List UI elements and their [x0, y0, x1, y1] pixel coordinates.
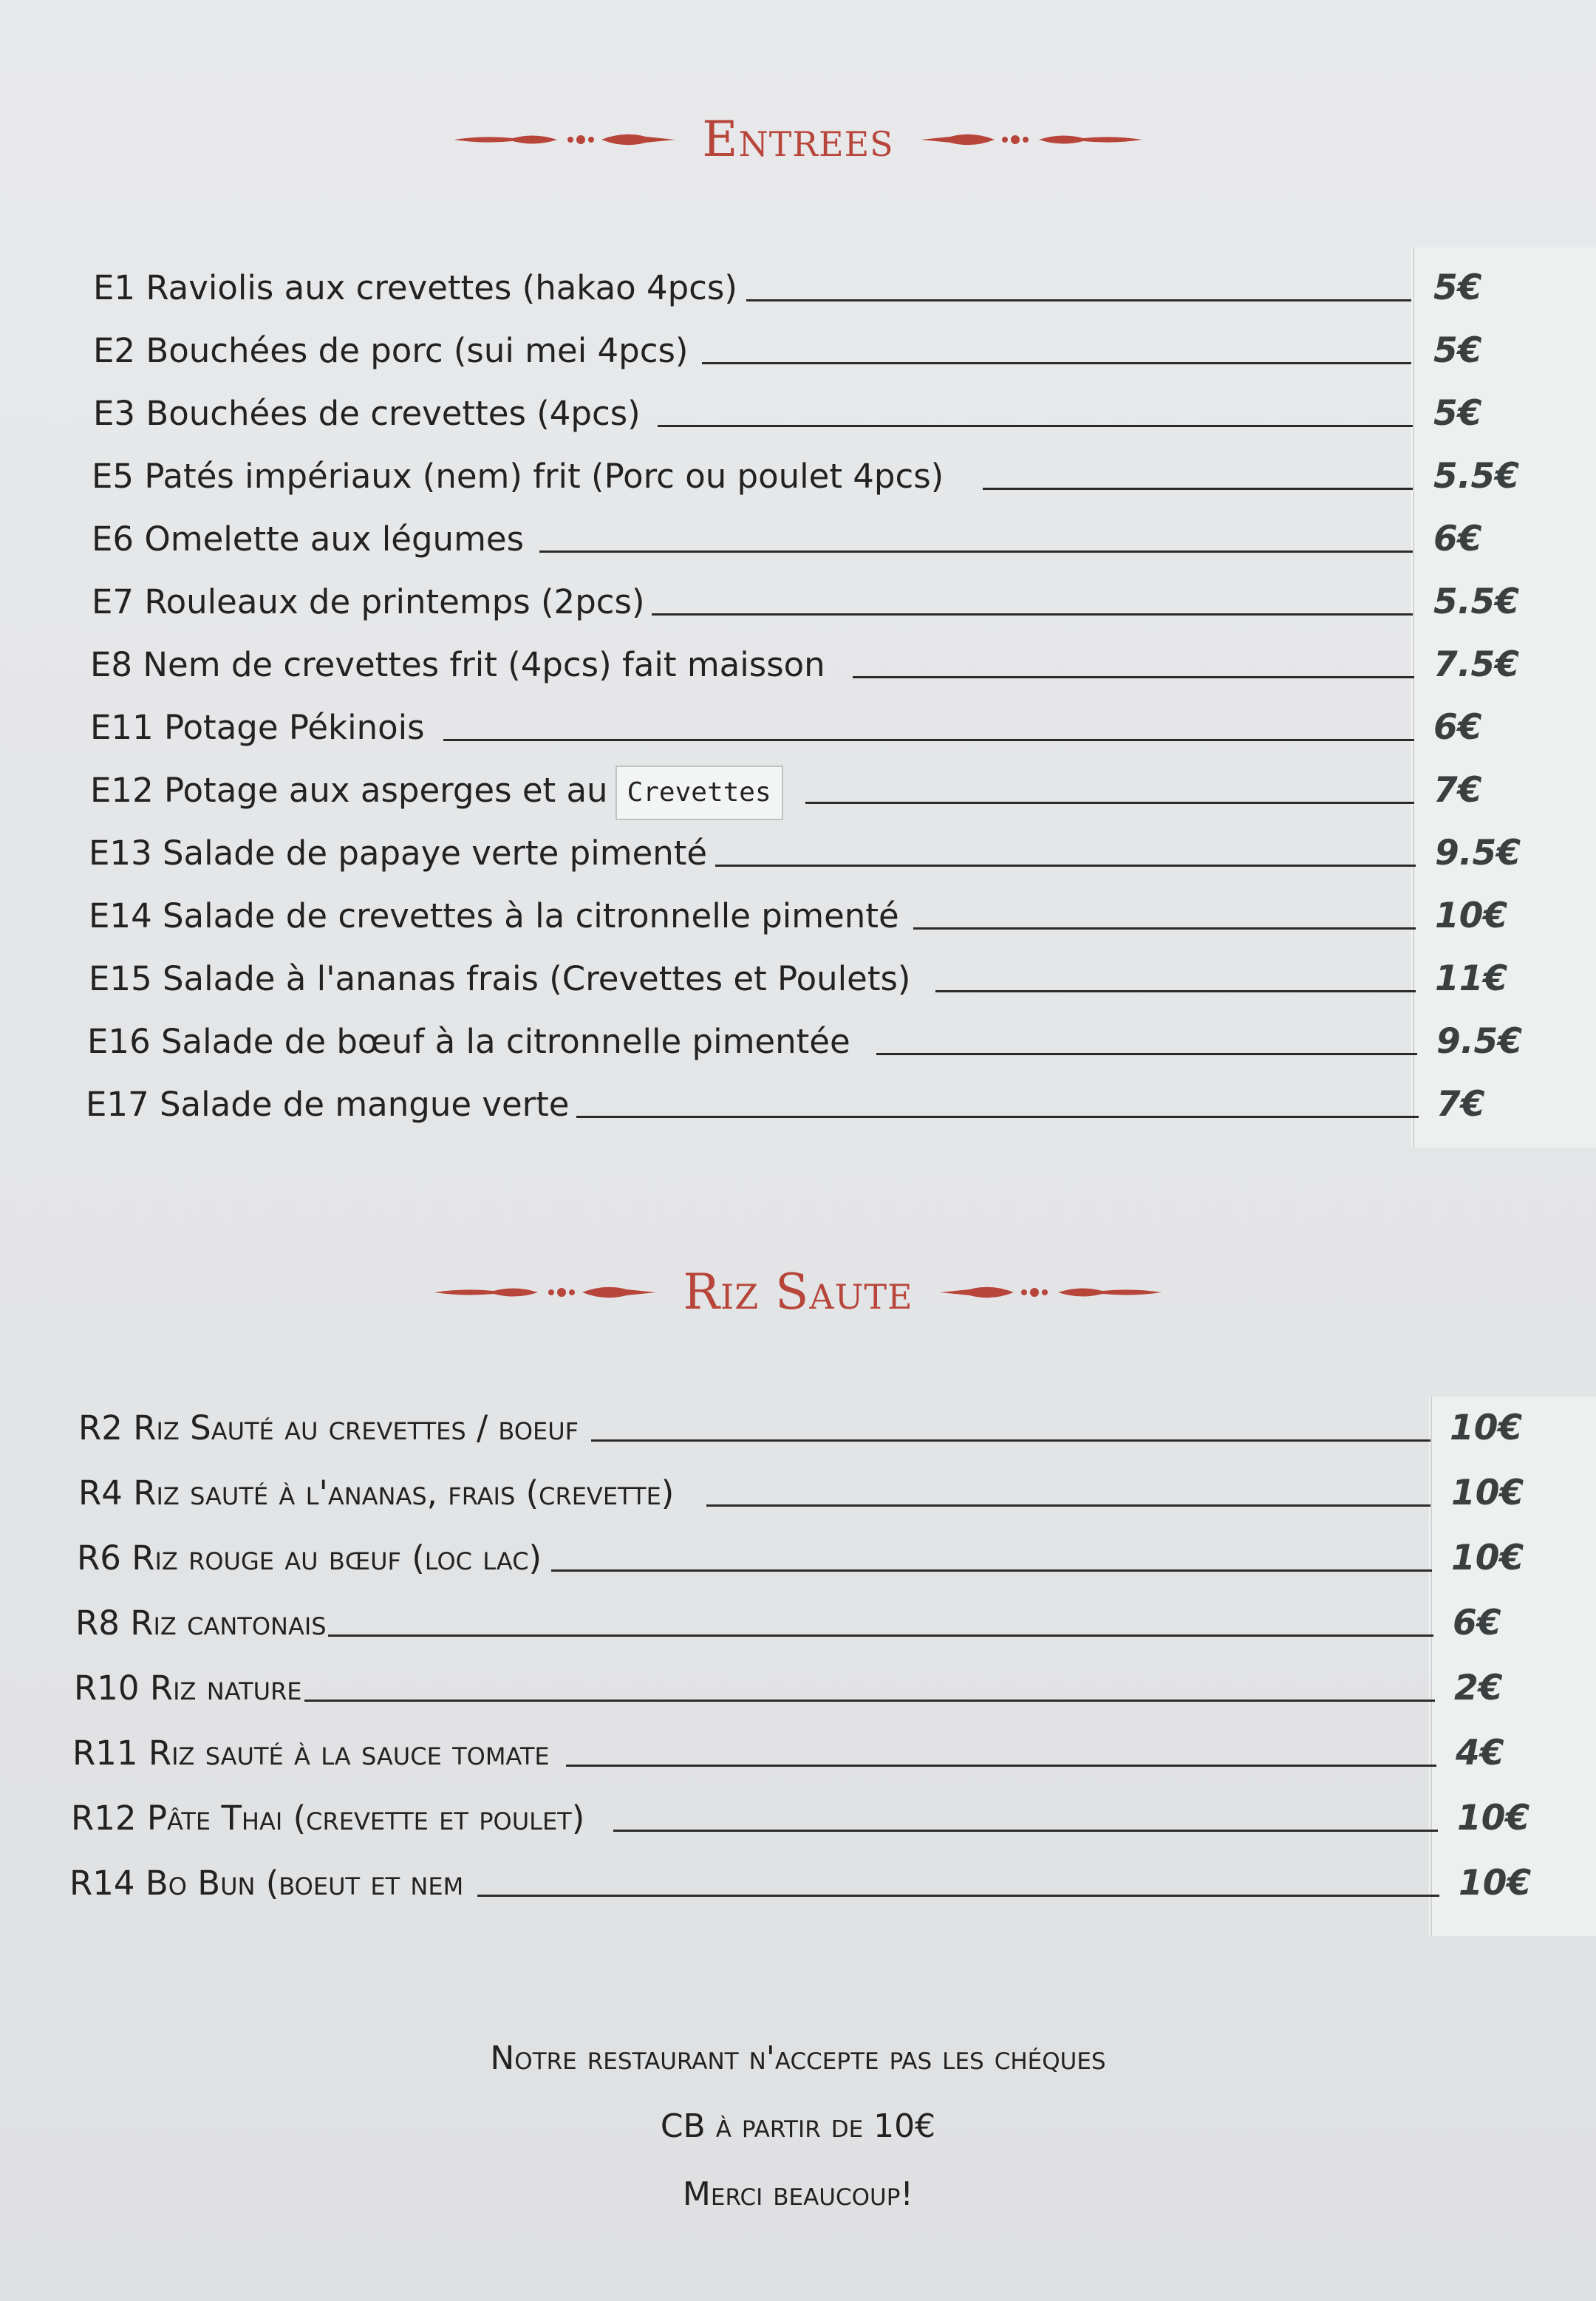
- item-name: E13 Salade de papaye verte pimenté: [89, 834, 708, 873]
- dot-leader: [805, 802, 1414, 804]
- item-name: R2 Riz Sauté au crevettes / boeuf: [78, 1408, 579, 1448]
- item-price: 7.5€: [1433, 644, 1519, 685]
- dot-leader: [613, 1830, 1438, 1832]
- item-price: 9.5€: [1436, 1021, 1522, 1062]
- item-name: E5 Patés impériaux (nem) frit (Porc ou poulet 4pcs): [92, 457, 944, 496]
- right-ornament-icon: [921, 126, 1142, 153]
- item-price: 10€: [1435, 896, 1508, 936]
- dot-leader: [328, 1634, 1433, 1637]
- item-name: E3 Bouchées de crevettes (4pcs): [93, 394, 641, 433]
- item-price: 6€: [1433, 519, 1482, 559]
- menu-item: [0, 256, 1596, 320]
- item-name: [90, 759, 783, 822]
- item-price: 10€: [1459, 1863, 1532, 1903]
- dot-leader: [304, 1700, 1435, 1702]
- dot-leader: [876, 1053, 1417, 1055]
- item-name: E11 Potage Pékinois: [90, 708, 425, 747]
- item-name: R14 Bo Bun (boeut et nem: [69, 1864, 464, 1903]
- item-name: E15 Salade à l'ananas frais (Crevettes et Poulets): [89, 959, 911, 998]
- item-name: R4 Riz sauté à l'ananas, frais (crevette): [78, 1473, 675, 1513]
- dot-leader: [913, 927, 1416, 930]
- item-name: E14 Salade de crevettes à la citronnelle pimenté: [89, 896, 899, 935]
- menu-item: [0, 1527, 1596, 1590]
- item-name-text: E12 Potage aux asperges et au: [90, 771, 608, 810]
- dot-leader: [591, 1439, 1430, 1442]
- item-price: 7€: [1436, 1084, 1485, 1125]
- menu-item: [0, 508, 1596, 571]
- menu-item: [0, 633, 1596, 697]
- item-price: 9.5€: [1435, 833, 1521, 873]
- item-price: 10€: [1451, 1473, 1524, 1513]
- item-price: 2€: [1454, 1668, 1503, 1708]
- menu-item: [0, 1397, 1596, 1460]
- item-name: E16 Salade de bœuf à la citronnelle pimentée: [87, 1022, 850, 1061]
- menu-item: [0, 947, 1596, 1011]
- menu-item: [0, 382, 1596, 446]
- footer-thanks: Merci beaucoup!: [682, 2175, 914, 2213]
- item-price: 5€: [1433, 393, 1482, 434]
- left-ornament-icon: [434, 1279, 656, 1306]
- menu-item: [0, 884, 1596, 948]
- item-price: 4€: [1456, 1733, 1504, 1773]
- dot-leader: [853, 676, 1414, 678]
- riz-title: Riz Saute: [683, 1264, 913, 1320]
- left-ornament-icon: [454, 126, 675, 153]
- dot-leader: [477, 1895, 1439, 1897]
- item-price: 5€: [1433, 267, 1482, 308]
- dot-leader: [566, 1765, 1436, 1767]
- dot-leader: [983, 488, 1413, 490]
- entrees-header: [0, 111, 1596, 168]
- menu-item: [0, 1657, 1596, 1720]
- dot-leader: [576, 1116, 1419, 1118]
- dot-leader: [702, 362, 1411, 364]
- menu-item: [0, 1787, 1596, 1850]
- right-ornament-icon: [940, 1279, 1162, 1306]
- handwritten-note: Crevettes: [615, 766, 783, 820]
- item-price: 10€: [1457, 1798, 1530, 1838]
- dot-leader: [658, 425, 1413, 427]
- item-price: 11€: [1435, 958, 1508, 999]
- dot-leader: [746, 299, 1411, 301]
- menu-item: [0, 1722, 1596, 1785]
- riz-header: [0, 1264, 1596, 1320]
- footer-no-cheques: Notre restaurant n'accepte pas les chéques: [490, 2039, 1106, 2077]
- item-price: 5€: [1433, 330, 1482, 371]
- item-price: 5.5€: [1433, 582, 1519, 622]
- item-price: 5.5€: [1433, 456, 1519, 497]
- item-name: R6 Riz rouge au bœuf (loc lac): [77, 1538, 542, 1578]
- item-name: E8 Nem de crevettes frit (4pcs) fait maisson: [90, 645, 825, 684]
- menu-item: [0, 1592, 1596, 1655]
- item-price: 10€: [1451, 1538, 1524, 1578]
- item-name: E6 Omelette aux légumes: [92, 519, 525, 559]
- dot-leader: [706, 1504, 1430, 1507]
- item-name: E7 Rouleaux de printemps (2pcs): [92, 582, 645, 621]
- dot-leader: [539, 550, 1413, 553]
- dot-leader: [715, 865, 1416, 867]
- dot-leader: [443, 739, 1414, 741]
- item-name: R11 Riz sauté à la sauce tomate: [72, 1734, 550, 1773]
- item-name: R8 Riz cantonais: [75, 1603, 327, 1643]
- menu-item: [0, 1462, 1596, 1525]
- menu-item: [0, 1073, 1596, 1136]
- menu-item: [0, 759, 1596, 822]
- item-price: 7€: [1433, 770, 1482, 811]
- menu-item: [0, 570, 1596, 634]
- item-price: 6€: [1433, 707, 1482, 748]
- menu-item: [0, 822, 1596, 885]
- menu-item: [0, 696, 1596, 760]
- item-name: E2 Bouchées de porc (sui mei 4pcs): [93, 331, 689, 370]
- dot-leader: [551, 1569, 1432, 1572]
- footer-card-minimum: CB à partir de 10€: [660, 2107, 936, 2145]
- item-price: 10€: [1450, 1408, 1523, 1448]
- dot-leader: [935, 990, 1416, 992]
- item-name: R12 Pâte Thai (crevette et poulet): [71, 1799, 585, 1838]
- item-price: 6€: [1453, 1603, 1501, 1643]
- item-name: E1 Raviolis aux crevettes (hakao 4pcs): [93, 268, 737, 307]
- entrees-title: Entrees: [702, 111, 894, 168]
- item-name: R10 Riz nature: [74, 1668, 302, 1708]
- menu-item: [0, 319, 1596, 383]
- item-name: E17 Salade de mangue verte: [86, 1085, 570, 1124]
- menu-item: [0, 1852, 1596, 1915]
- menu-item: [0, 445, 1596, 508]
- menu-item: [0, 1010, 1596, 1074]
- dot-leader: [652, 613, 1413, 616]
